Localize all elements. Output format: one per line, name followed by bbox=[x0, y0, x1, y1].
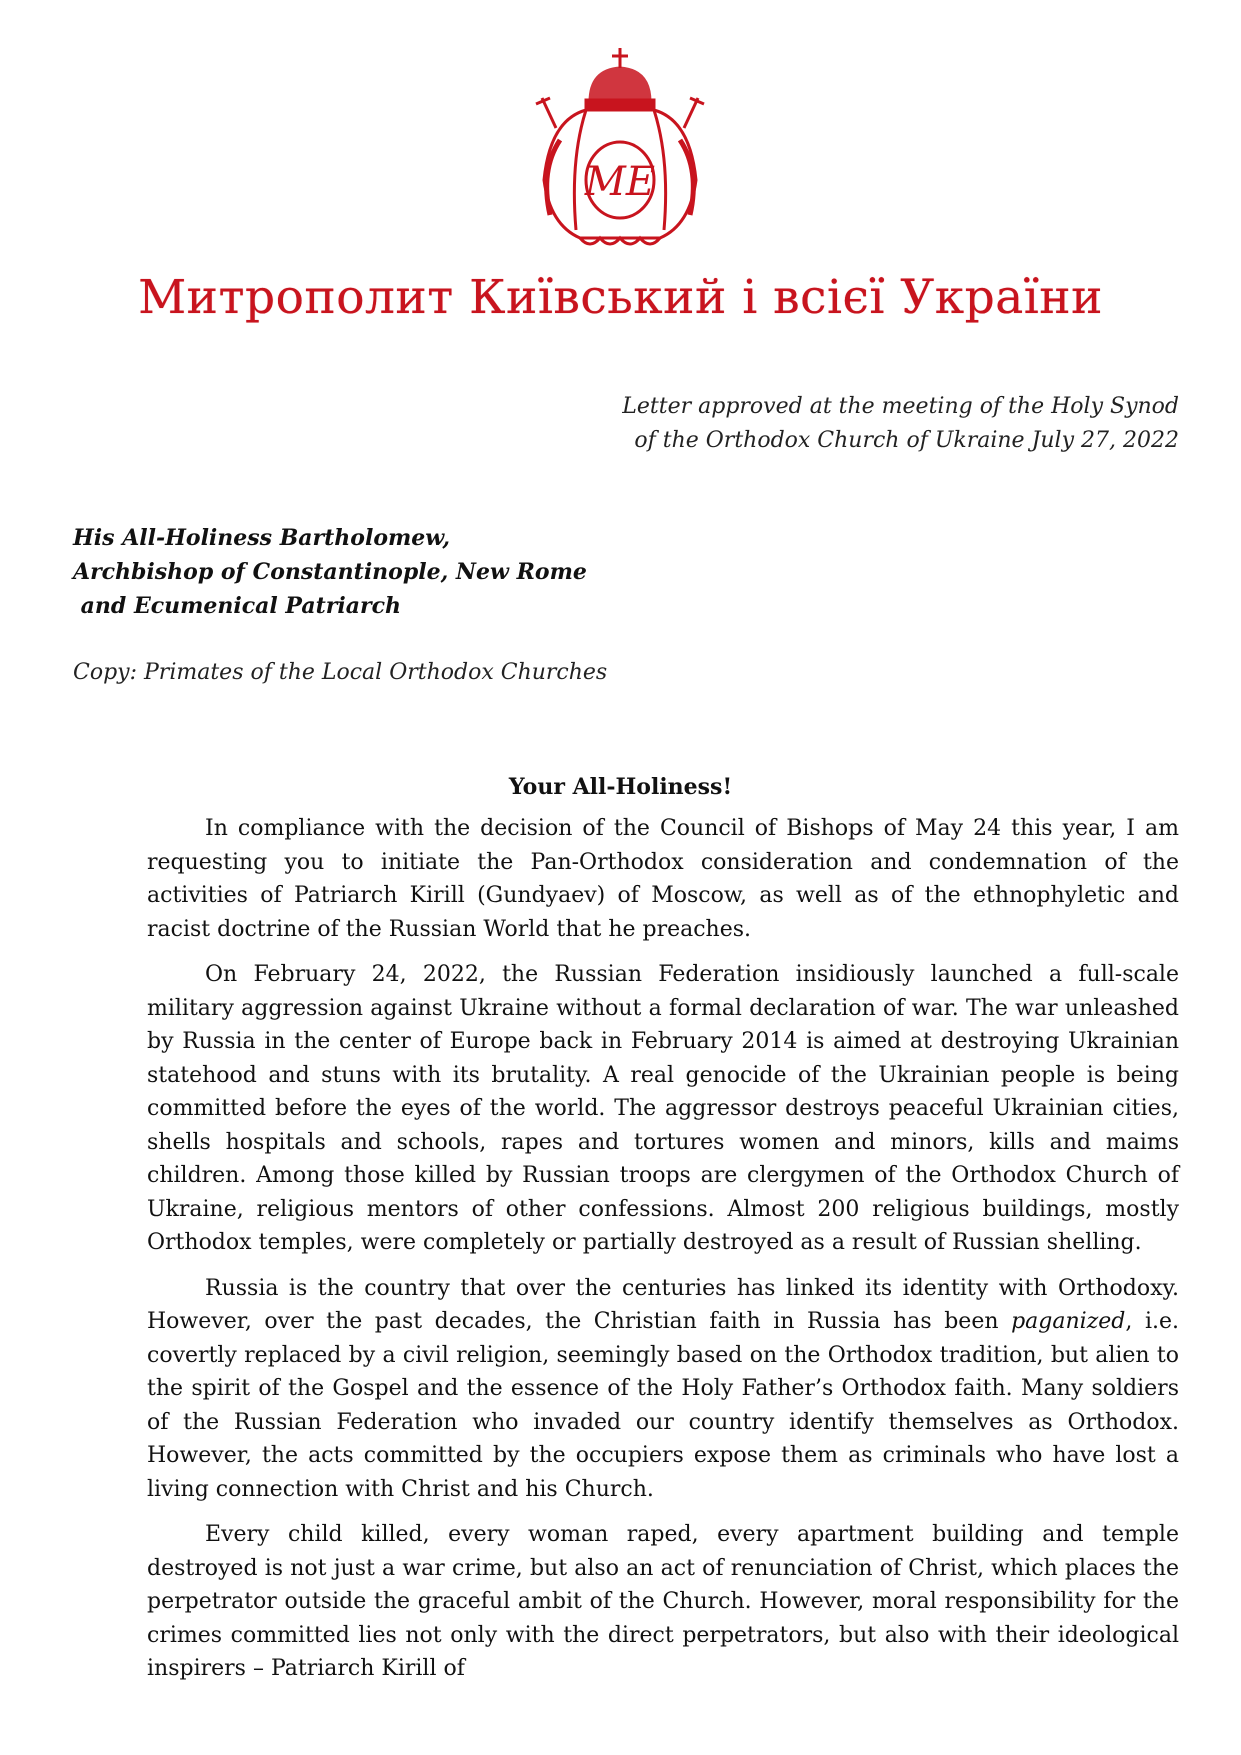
paragraph-2: On February 24, 2022, the Russian Federation insidiously launched a full-scale military aggression against Ukraine without a formal declaration of war. The war unleashed by Russia in the center of Europe back in February 2014 is aimed at destroying Ukrainian statehood and stuns with its brutality. A real genocide of the Ukrainian people is being committed before the eyes of the world. The aggressor destroys peaceful Ukrainian cities, shells hospitals and schools, rapes and tortures women and minors, kills and maims children. Among those killed by Russian troops are clergymen of the Orthodox Church of Ukraine, religious mentors of other confessions. Almost 200 religious buildings, mostly Orthodox temples, were completely or partially destroyed as a result of Russian shelling. bbox=[147, 962, 1179, 1255]
metropolitan-emblem-icon bbox=[520, 40, 720, 270]
approval-note-line-1: Letter approved at the meeting of the Holy Synod bbox=[622, 394, 1179, 419]
approval-note-line-2: of the Orthodox Church of Ukraine July 27, 2022 bbox=[634, 428, 1179, 453]
addressee-line-2: Archbishop of Constantinople, New Rome bbox=[73, 559, 587, 585]
paragraph-3 bbox=[147, 1272, 1179, 1507]
paragraph-3-emphasis: paganized bbox=[1011, 1309, 1126, 1334]
paragraph-4: Every child killed, every woman raped, every apartment building and temple destroyed is not just a war crime, but also an act of renunciation of Christ, which places the perpetrator outside the graceful ambit of the Church. However, moral responsibility for the crimes committed lies not only with the direct perpetrators, but also with their ideological inspirers – Patriarch Kirill of bbox=[147, 1522, 1179, 1681]
svg-text:МЕ: МЕ bbox=[584, 159, 656, 205]
letter-body bbox=[147, 812, 1179, 1698]
paragraph-3-part-a: Russia is the country that over the centuries has linked its identity with Orthodoxy. However, over the past decades, the Christian faith in Russia has been bbox=[147, 1275, 1179, 1334]
letterhead bbox=[0, 0, 1241, 420]
addressee-block bbox=[73, 521, 587, 623]
paragraph-1: In compliance with the decision of the Council of Bishops of May 24 this year, I am requesting you to initiate the Pan-Orthodox consideration and condemnation of the activities of Patriarch Kirill (Gundyaev) of Moscow, as well as of the ethnophyletic and racist doctrine of the Russian World that he preaches. bbox=[147, 816, 1179, 942]
addressee-line-3: and Ecumenical Patriarch bbox=[73, 593, 401, 619]
salutation: Your All-Holiness! bbox=[508, 774, 733, 800]
paragraph-3-part-b: , i.e. covertly replaced by a civil religion, seemingly based on the Orthodox tradition, but alien to the spirit of the Gospel and the essence of the Holy Father’s Orthodox faith. Many soldiers of the Russian Federation who invaded our country identify themselves as Orthodox. However, the acts committed by the occupiers expose them as criminals who have lost a living connection with Christ and his Church. bbox=[147, 1309, 1179, 1502]
approval-note bbox=[622, 390, 1179, 458]
addressee-line-1: His All-Holiness Bartholomew, bbox=[73, 525, 451, 551]
copy-recipients: Copy: Primates of the Local Orthodox Churches bbox=[73, 660, 608, 685]
letterhead-title: Митрополит Київський і всієї України bbox=[138, 270, 1103, 325]
